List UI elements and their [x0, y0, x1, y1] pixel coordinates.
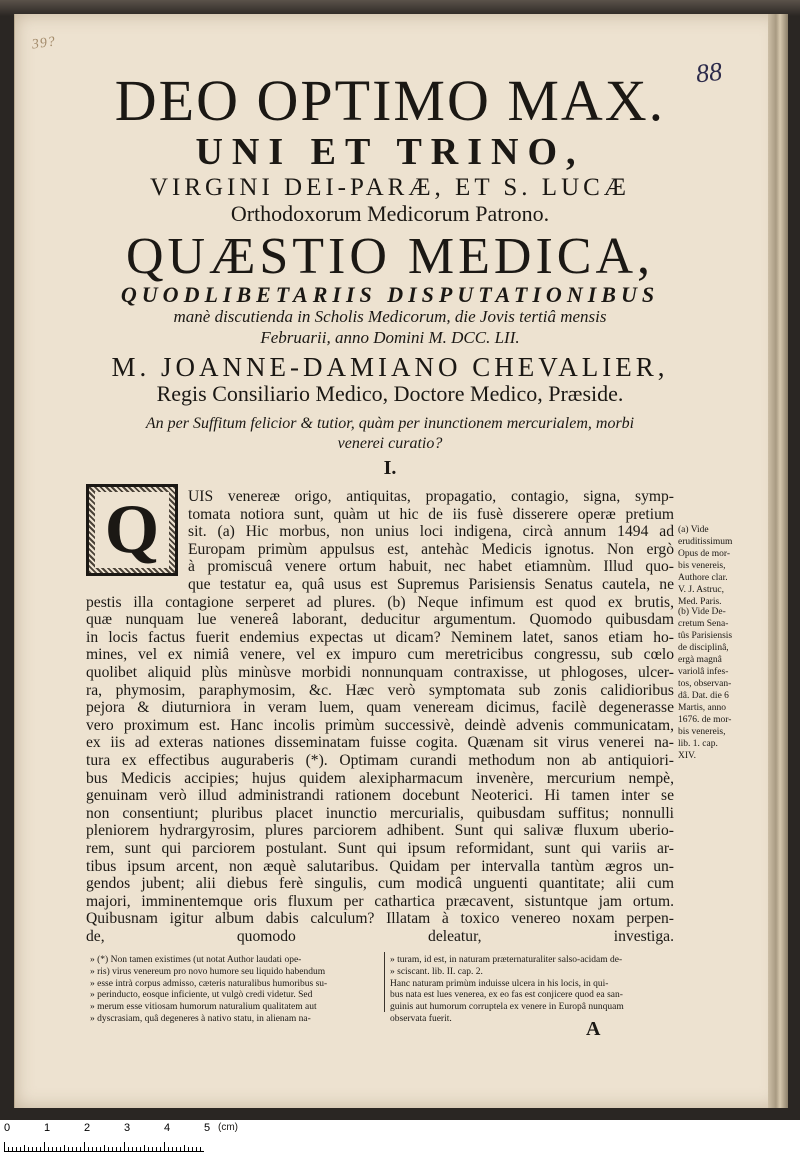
dedication-line-1: DEO OPTIMO MAX. — [114, 68, 666, 133]
question-line-2: venerei curatio? — [337, 435, 443, 452]
question-line-1: An per Suffitum felicior & tutior, quàm per inunctionem mercurialem, morbi — [145, 415, 635, 432]
date-line-2: Februarii, anno Domini M. DCC. LII. — [260, 328, 520, 347]
page-edges — [768, 14, 788, 1108]
margin-note-line: XIV. — [678, 751, 697, 761]
footnote-line: » turam, id est, in naturam præternaturaliter salso-acidam de- — [390, 955, 623, 965]
body-line: ra, phymosim, paraphymosim, &c. Hæc verò symptomata sub zonis calidioribus — [86, 681, 674, 699]
folio-number: 88 — [694, 56, 724, 89]
body-line: bus Medicis accipies; hujus quidem alexipharmacum invenère, mercurium nempè, — [86, 769, 674, 787]
margin-note-line: bis venereis, — [678, 727, 726, 737]
margin-note-line: cretum Sena- — [678, 619, 729, 629]
margin-note-line: de disciplinâ, — [678, 643, 729, 653]
margin-note-line: tûs Parisiensis — [678, 631, 733, 641]
footnote-line: Hanc naturam primùm induisse ulcera in his locis, in qui- — [390, 978, 609, 989]
ruler-unit: (cm) — [218, 1122, 238, 1133]
body-line: in locis factus fuerit endemius expectas ut dicam? Neminem latet, sanos etiam ho- — [86, 628, 674, 646]
margin-note-line: bis venereis, — [678, 561, 726, 571]
footnote-line: » ris) virus venereum pro novo humore seu liquido habendum — [90, 966, 326, 977]
ruler-label: 0 — [4, 1122, 11, 1134]
body-line: pejora & diuturniora in veram luem, quam veneream dicimus, facilè degenerasse — [86, 699, 674, 717]
scale-ruler — [0, 1120, 800, 1158]
ruler-label: 3 — [124, 1122, 131, 1134]
margin-note-line: tos, observan- — [678, 679, 732, 689]
margin-note-line: V. J. Astruc, — [678, 585, 725, 595]
margin-note-line: 1676. de mor- — [678, 715, 732, 725]
pencil-annotation: 39? — [31, 34, 57, 53]
body-line: pestis illa contagione serperet ad plures. (b) Neque infimum est quod ex brutis, — [86, 593, 674, 611]
body-line: ex iis ad exteras nationes disseminatam fuisse cogita. Quænam sit virus venerei na- — [86, 734, 674, 752]
footnote-line: » dyscrasiam, quâ degeneres à nativo statu, in alienam na- — [90, 1014, 311, 1024]
footnote-line: » (*) Non tamen existimes (ut notat Author laudati ope- — [90, 955, 302, 965]
footnote-line: » merum esse vitiosam humorum naturalium qualitatem aut — [90, 1002, 317, 1013]
margin-note-line: lib. 1. cap. — [678, 739, 718, 749]
ruler-label: 4 — [164, 1122, 171, 1134]
dedication-line-4: Orthodoxorum Medicorum Patrono. — [230, 201, 550, 226]
body-line: rem, sunt qui parciorem postulant. Sunt qui ipsum reformidant, sunt qui variis ar- — [86, 840, 674, 857]
body-line: tibus ipsum arcent, non æquè salutaribus. Quidam per intervalla tantùm ægros un- — [86, 857, 674, 875]
margin-note-line: ergà magnâ — [678, 655, 722, 665]
margin-note-line: eruditissimum — [678, 537, 733, 547]
ruler-label: 5 — [204, 1122, 211, 1134]
footnote-line: » esse intrà corpus admisso, cæteris naturalibus humoribus su- — [90, 978, 328, 989]
praeses-title: Regis Consiliario Medico, Doctore Medico, Præside. — [156, 381, 624, 406]
footnote-line: observata fuerit. — [390, 1014, 452, 1024]
body-line: Quibusnam igitur album dabis calculum? Illatam à toxico venereo noxam perpen- — [86, 910, 674, 928]
body-line: de, quomodo deleatur, investiga. — [86, 928, 674, 945]
body-line: mines, vel ex nimiâ venere, vel ex impuro cum meretricibus congressu, sub cœlo — [86, 646, 674, 664]
body-line: majori, imminentemque oris fluxum per cathartica præcavent, sistuntque jam ortum. — [86, 892, 674, 910]
body-line: pleniorem hydrargyrosim, plures parciorem adhibent. Sunt qui salivæ fluxum uberio- — [86, 822, 674, 840]
date-line-1: manè discutienda in Scholis Medicorum, die Jovis tertiâ mensis — [173, 307, 607, 326]
main-title: QUÆSTIO MEDICA, — [126, 228, 654, 285]
body-line: sit. (a) Hic morbus, non unius loci indigena, circà annum 1494 ad — [188, 523, 674, 541]
body-line: quolibet aliquid plùs minùsve morbidi nonnunquam contraxisse, ut phlogoses, ulcer- — [86, 664, 674, 681]
body-line: genuinam verò illud administrandi rationem docebunt Neoterici. Hi tamen inter se — [86, 787, 674, 805]
ruler-label: 1 — [44, 1122, 51, 1134]
body-line: quæ nunquam lue venereâ laborant, deducitur argumentum. Quomodo quibusdam — [86, 611, 674, 629]
footnote-line: bus nata est lues venerea, ex eo fas est conjicere quod ea san- — [390, 990, 623, 1001]
praeses-name: M. JOANNE-DAMIANO CHEVALIER, — [111, 352, 669, 382]
ruler-label: 2 — [84, 1122, 91, 1134]
section-number: I. — [383, 457, 397, 479]
margin-note-line: (b) Vide De- — [678, 607, 726, 617]
footnote-line: » perinducto, eosque inficiente, ut vulgò credi videtur. Sed — [90, 990, 313, 1001]
dedication-line-2: UNI ET TRINO, — [195, 131, 585, 173]
margin-note-line: Opus de mor- — [678, 549, 731, 559]
drop-cap-letter: Q — [95, 492, 169, 568]
body-line: à promiscuâ venere ortum habuit, nec habet etiamnùm. Illud quo- — [188, 558, 674, 576]
body-line: que testatur ea, quâ usus est Supremus Parisiensis Senatus cautela, ne — [188, 576, 674, 593]
ruler-ticks — [4, 1142, 204, 1152]
margin-note-line: variolâ infes- — [678, 667, 729, 677]
body-line: tomata notiora sunt, quàm ut hic de iis fusè disserere operæ pretium — [188, 505, 674, 523]
margin-note-line: (a) Vide — [678, 525, 709, 535]
body-line: non consentiunt; pluribus placet inunctio mercurialis, quibusdam suffitus; nonnulli — [86, 804, 674, 822]
body-line: Europam primùm appulsus est, antehàc Medicis ignotus. Non ergò — [188, 540, 674, 558]
body-line: vero proximum est. Hanc incolis primùm successivè, deindè advenis communicatam, — [86, 716, 674, 734]
margin-note-line: dâ. Dat. die 6 — [678, 691, 729, 701]
dedication-line-3: VIRGINI DEI-PARÆ, ET S. LUCÆ — [149, 174, 631, 201]
body-line: gendos jubent; alii diebus ferè singulis, cum modicâ unguenti quantitate; alii cum — [86, 875, 674, 893]
footnote-line: » sciscant. lib. II. cap. 2. — [390, 966, 483, 977]
signature-mark: A — [586, 1018, 601, 1040]
body-line: tura ex effectibus auguraberis (*). Optimam curandi methodum non ab antiquiori- — [86, 752, 674, 769]
footnote-line: guinis aut humorum corruptela ex venere in Europâ nunquam — [390, 1002, 624, 1013]
margin-note-line: Martis, anno — [678, 703, 727, 713]
drop-cap-initial — [86, 484, 178, 576]
body-line: UIS venereæ origo, antiquitas, propagatio, contagio, signa, symp- — [188, 488, 674, 505]
subtitle: QUODLIBETARIIS DISPUTATIONIBUS — [120, 282, 660, 307]
footnote-divider — [384, 952, 385, 1012]
margin-note-line: Med. Paris. — [678, 597, 722, 607]
margin-note-line: Authore clar. — [678, 573, 728, 583]
